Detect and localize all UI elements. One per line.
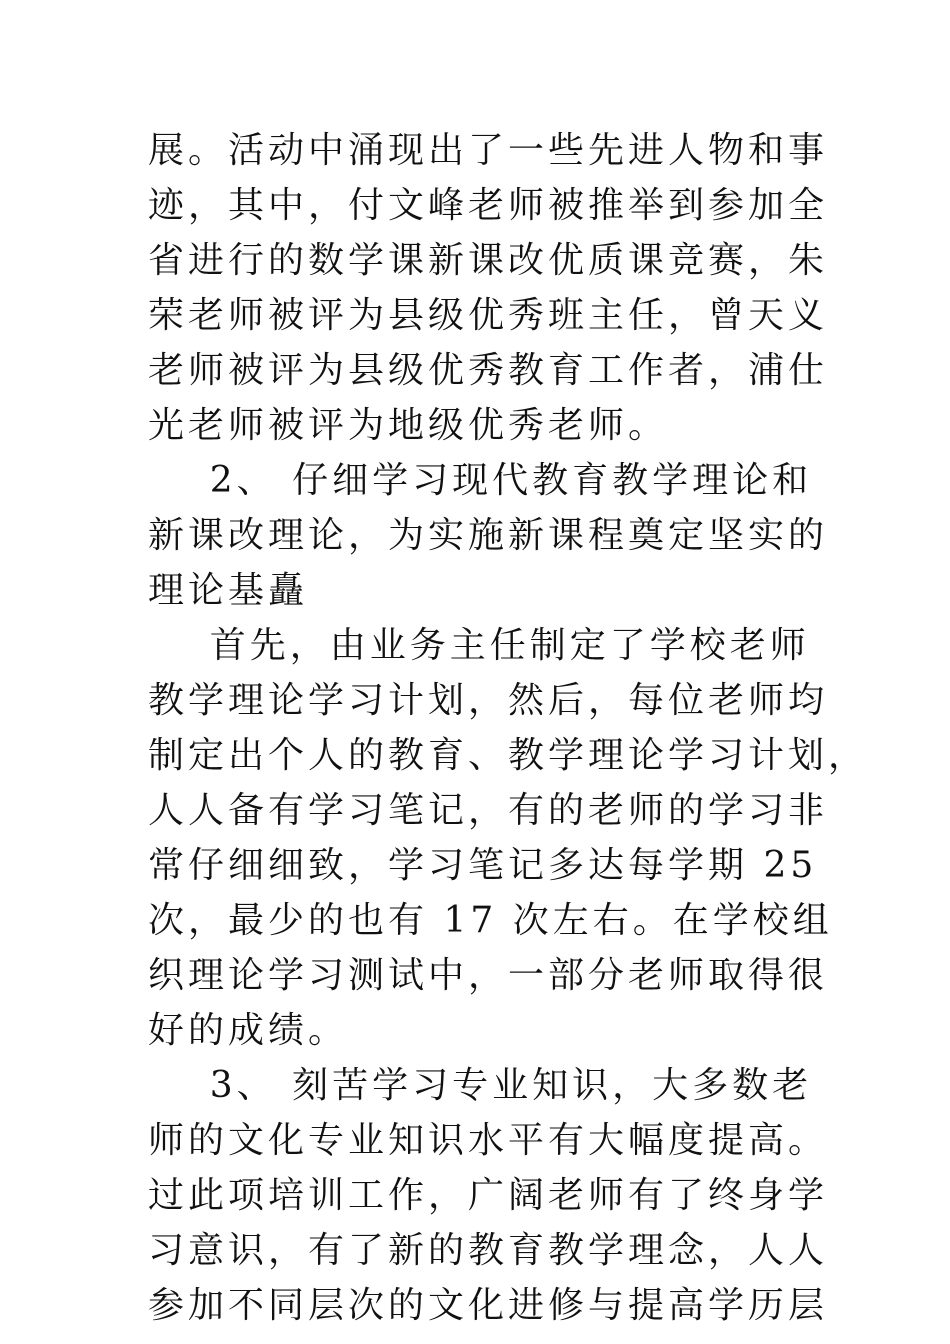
text-line: 常仔细细致，学习笔记多达每学期 25 (148, 845, 818, 886)
text-line: 老师被评为县级优秀教育工作者，浦仕 (148, 350, 829, 391)
text-line: 教学理论学习计划，然后，每位老师均 (148, 680, 829, 721)
text-line: 省进行的数学课新课改优质课竞赛，朱 (148, 240, 829, 281)
text-line: 首先，由业务主任制定了学校老师 (148, 625, 810, 666)
text-line: 师的文化专业知识水平有大幅度提高。 (148, 1120, 829, 1161)
text-line: 展。活动中涌现出了一些先进人物和事 (148, 130, 829, 171)
text-line: 迹，其中，付文峰老师被推举到参加全 (148, 185, 829, 226)
text-line: 织理论学习测试中，一部分老师取得很 (148, 955, 829, 996)
section-heading: 2、 仔细学习现代教育教学理论和 (148, 460, 813, 501)
section-heading: 3、 刻苦学习专业知识，大多数老 (148, 1065, 813, 1106)
text-line: 好的成绩。 (148, 1010, 349, 1051)
text-line: 参加不同层次的文化进修与提高学历层 (148, 1285, 829, 1326)
text-line: 制定出个人的教育、教学理论学习计划， (148, 735, 869, 776)
text-line: 人人备有学习笔记，有的老师的学习非 (148, 790, 829, 831)
text-line: 荣老师被评为县级优秀班主任，曾天义 (148, 295, 829, 336)
text-line: 次，最少的也有 17 次左右。在学校组 (148, 900, 833, 941)
text-line: 新课改理论，为实施新课程奠定坚实的 (148, 515, 829, 556)
text-line: 理论基矗 (148, 570, 309, 611)
text-line: 过此项培训工作，广阔老师有了终身学 (148, 1175, 829, 1216)
text-line: 光老师被评为地级优秀老师。 (148, 405, 669, 446)
text-line: 习意识，有了新的教育教学理念，人人 (148, 1230, 829, 1271)
